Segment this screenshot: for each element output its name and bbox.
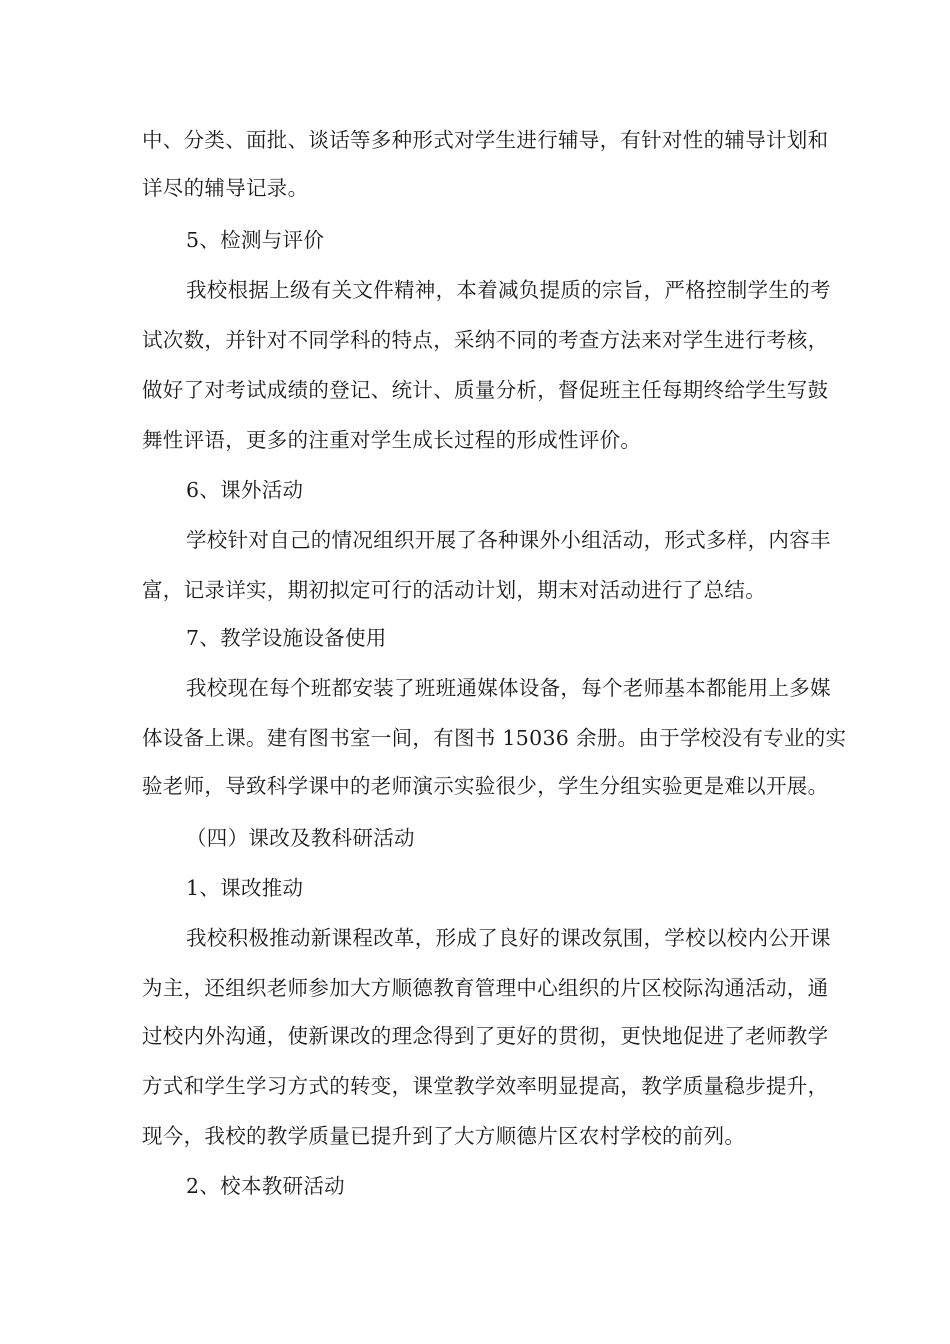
section-heading-5: 5、检测与评价 <box>186 228 325 252</box>
paragraph-line: 验老师，导致科学课中的老师演示实验很少，学生分组实验更是难以开展。 <box>142 774 829 798</box>
paragraph-line: 中、分类、面批、谈话等多种形式对学生进行辅导，有针对性的辅导计划和 <box>142 128 829 152</box>
paragraph-line: 详尽的辅导记录。 <box>142 176 309 200</box>
paragraph-line: 方式和学生学习方式的转变，课堂教学效率明显提高，教学质量稳步提升， <box>142 1074 829 1098</box>
paragraph-line: 试次数，并针对不同学科的特点，采纳不同的考查方法来对学生进行考核， <box>142 328 829 352</box>
section-heading-2: 2、校本教研活动 <box>186 1174 345 1198</box>
paragraph-line: 富，记录详实，期初拟定可行的活动计划，期末对活动进行了总结。 <box>142 578 766 602</box>
section-heading-part-4: （四）课改及教科研活动 <box>186 826 415 850</box>
paragraph-line: 为主，还组织老师参加大方顺德教育管理中心组织的片区校际沟通活动，通 <box>142 976 829 1000</box>
paragraph-line: 舞性评语，更多的注重对学生成长过程的形成性评价。 <box>142 428 642 452</box>
paragraph-line: 现今，我校的教学质量已提升到了大方顺德片区农村学校的前列。 <box>142 1124 746 1148</box>
paragraph-line: 做好了对考试成绩的登记、统计、质量分析，督促班主任每期终给学生写鼓 <box>142 378 829 402</box>
paragraph-line: 我校积极推动新课程改革，形成了良好的课改氛围，学校以校内公开课 <box>186 926 831 950</box>
section-heading-6: 6、课外活动 <box>186 478 304 502</box>
paragraph-line: 学校针对自己的情况组织开展了各种课外小组活动，形式多样，内容丰 <box>186 528 831 552</box>
section-heading-1: 1、课改推动 <box>186 876 304 900</box>
paragraph-line: 我校现在每个班都安装了班班通媒体设备，每个老师基本都能用上多媒 <box>186 676 831 700</box>
section-heading-7: 7、教学设施设备使用 <box>186 626 387 650</box>
paragraph-line: 过校内外沟通，使新课改的理念得到了更好的贯彻，更快地促进了老师教学 <box>142 1024 829 1048</box>
paragraph-line: 体设备上课。建有图书室一间，有图书 15036 余册。由于学校没有专业的实 <box>142 726 847 750</box>
document-page <box>142 0 847 1344</box>
paragraph-line: 我校根据上级有关文件精神，本着减负提质的宗旨，严格控制学生的考 <box>186 278 831 302</box>
